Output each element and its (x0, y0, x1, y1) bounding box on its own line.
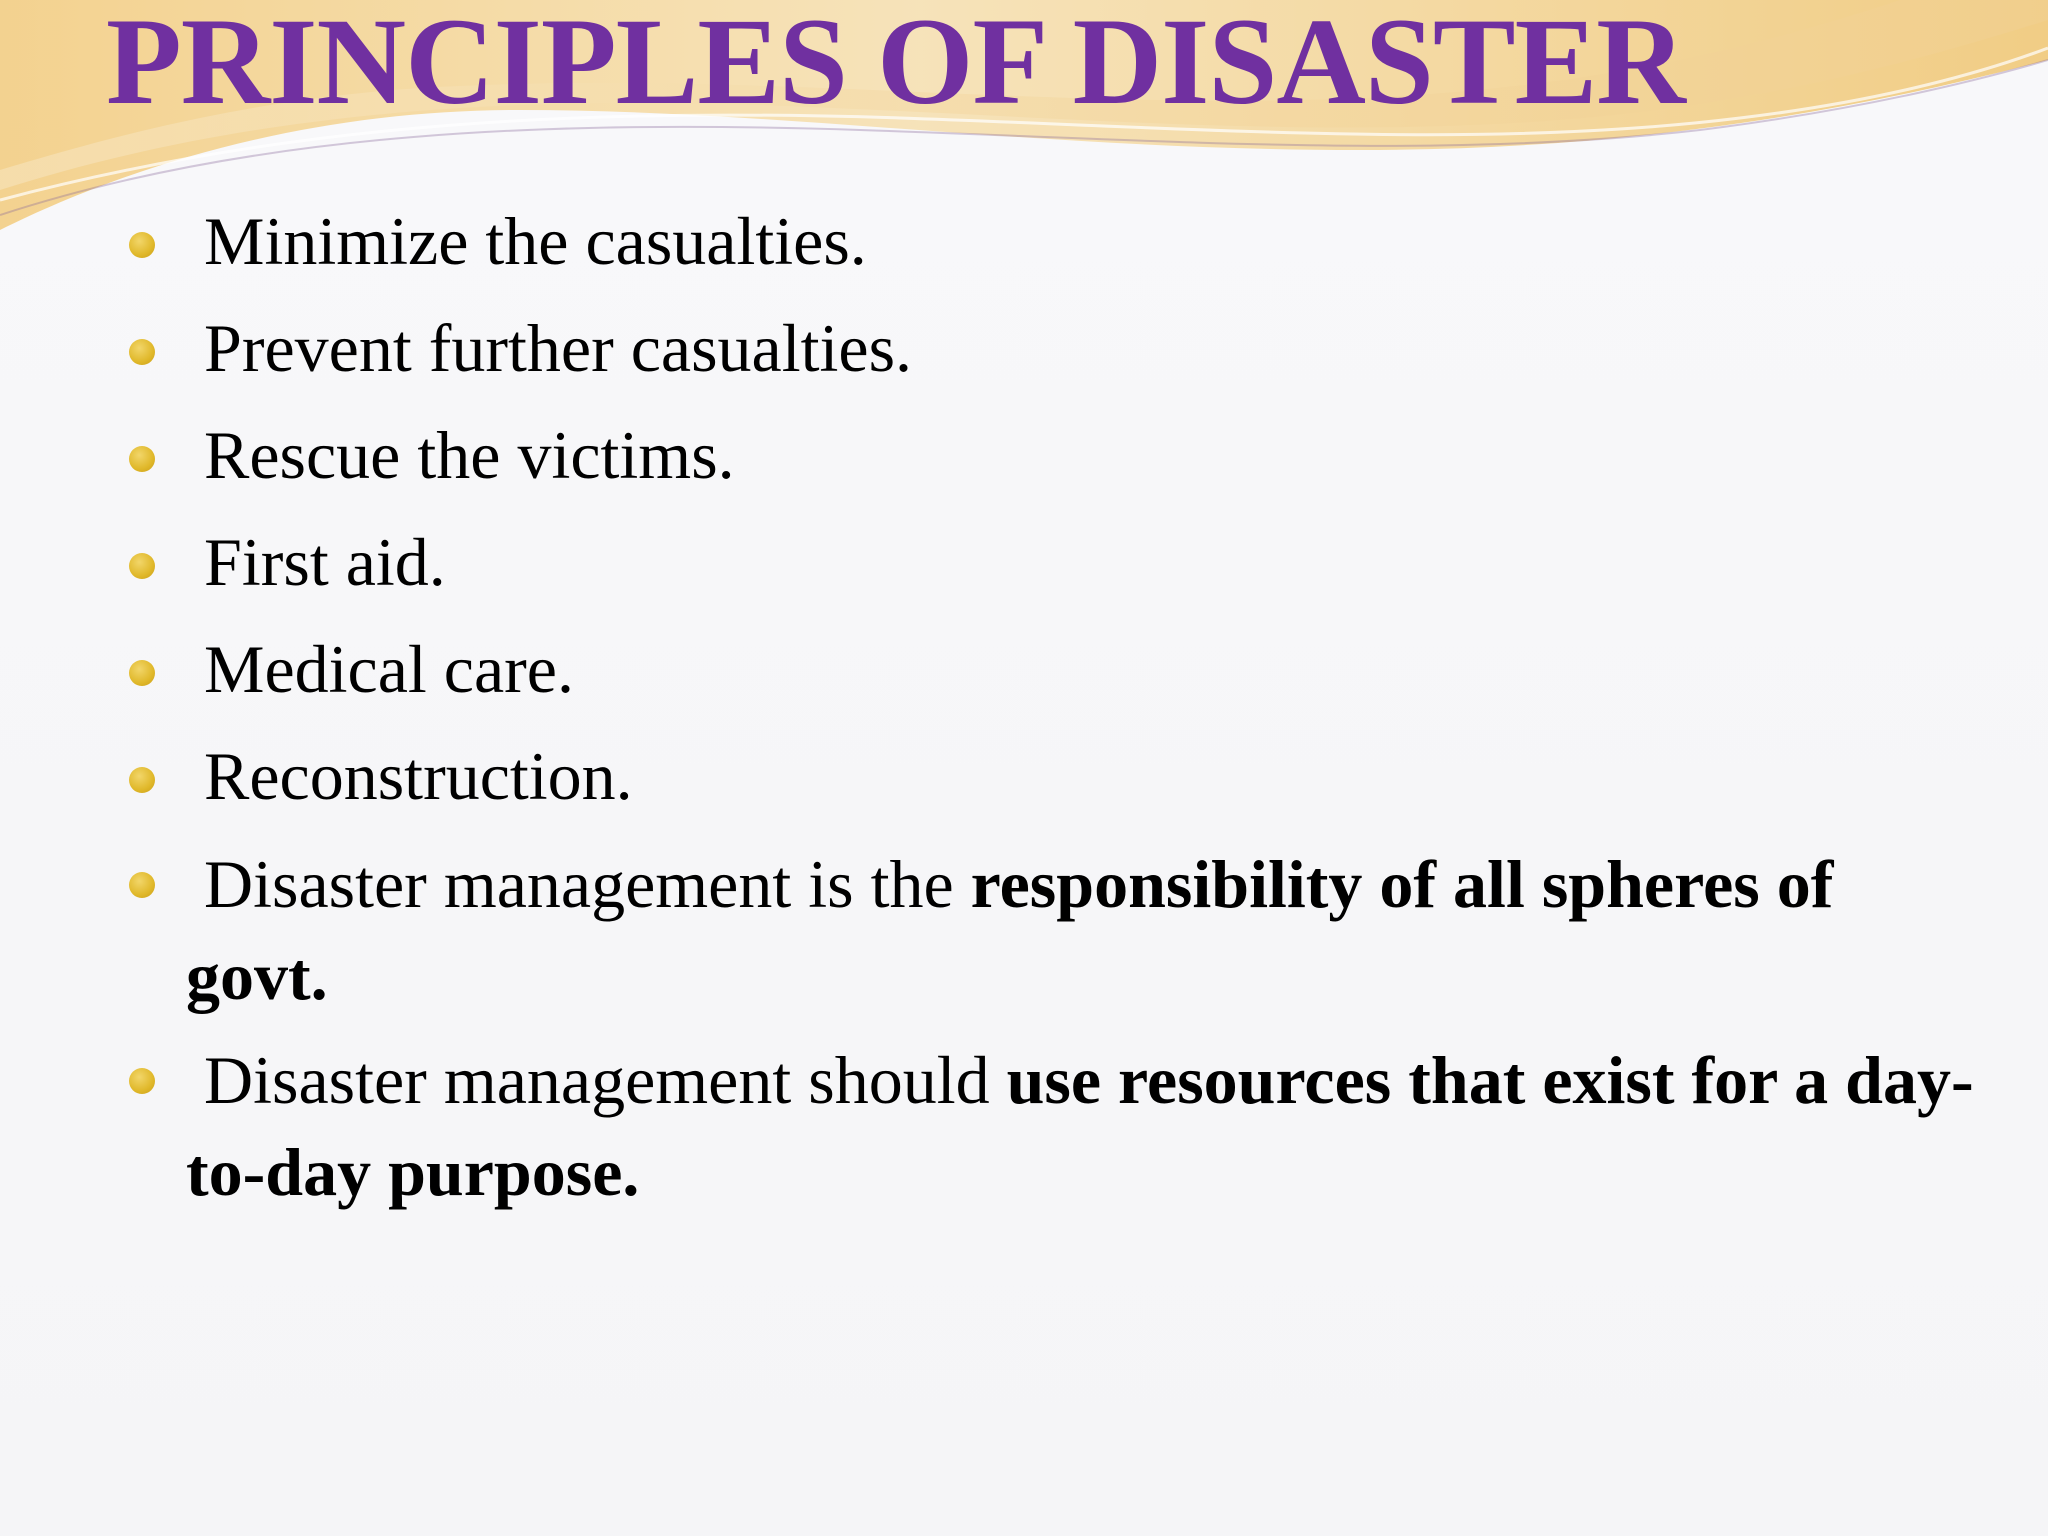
bullet-dot-icon (129, 232, 155, 258)
bullet-item (120, 188, 1980, 295)
bullet-item (120, 295, 1980, 402)
bullet-text-lead: Disaster management is the (204, 846, 971, 922)
bullet-list (120, 188, 1980, 1230)
slide-title: PRINCIPLES OF DISASTER (106, 0, 1685, 130)
bullet-text: First aid. (204, 524, 446, 600)
bullet-text: Reconstruction. (204, 738, 633, 814)
bullet-item (120, 509, 1980, 616)
bullet-text-lead: Disaster management should (204, 1042, 1007, 1118)
bullet-item (120, 838, 1980, 1022)
bullet-text-emphasis: use resources that exist for a day-to-day purpose. (186, 1042, 1974, 1210)
bullet-dot-icon (129, 660, 155, 686)
bullet-dot-icon (129, 1068, 155, 1094)
bullet-dot-icon (129, 553, 155, 579)
bullet-item (120, 1034, 1980, 1218)
bullet-dot-icon (129, 339, 155, 365)
bullet-item (120, 723, 1980, 830)
bullet-text: Prevent further casualties. (204, 310, 913, 386)
bullet-text-emphasis: responsibility of all spheres of govt. (186, 846, 1834, 1014)
bullet-dot-icon (129, 767, 155, 793)
bullet-text: Medical care. (204, 631, 574, 707)
bullet-dot-icon (129, 872, 155, 898)
bullet-item (120, 402, 1980, 509)
bullet-dot-icon (129, 446, 155, 472)
bullet-text: Rescue the victims. (204, 417, 735, 493)
bullet-text: Minimize the casualties. (204, 203, 867, 279)
bullet-item (120, 616, 1980, 723)
